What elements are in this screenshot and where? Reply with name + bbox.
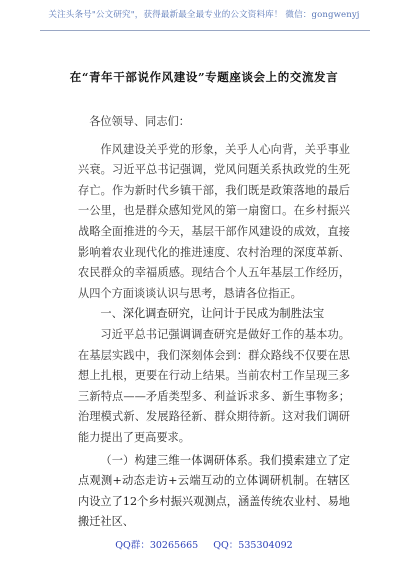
document-body: [78, 112, 350, 533]
section-heading: 一、深化调查研究，让问计于民成为制胜法宝: [100, 307, 325, 321]
header-divider: [40, 30, 370, 31]
document-title: 在“青年干部说作风建设”专题座谈会上的交流发言: [69, 70, 339, 84]
footer-qq-group: QQ群：30265665: [115, 540, 199, 551]
subsection-paragraph: （一）构建三维一体调研体系。我们摸索建立了定点观测+动态走访+云端互动的立体调研机制。在辖区内设立了12个乡村振兴观测点，涵盖传统农业村、易地搬迁社区、: [78, 453, 350, 529]
greeting: 各位领导、同志们：: [89, 115, 190, 128]
section-paragraph: 习近平总书记强调调查研究是做好工作的基本功。在基层实践中，我们深刻体会到：群众路线不仅要在思想上扎根，更要在行动上结果。当前农村工作呈现三多三新特点——矛盾类型多、利益诉求多、新生事物多；治理模式新、发展路径新、群众期待新。这对我们调研能力提出了更高要求。: [78, 327, 350, 444]
footer-qq: QQ：535304092: [213, 540, 293, 551]
header-banner: 关注头条号"公文研究"，获得最新最全最专业的公文资料库！ 微信：gongwenyj: [48, 10, 360, 20]
intro-paragraph: 作风建设关乎党的形象，关乎人心向背，关乎事业兴衰。习近平总书记强调，党风问题关系执政党的生死存亡。作为新时代乡镇干部，我们既是政策落地的最后一公里，也是群众感知党风的第一扇窗口。在乡村振兴战略全面推进的今天，基层干部作风建设的成效，直接影响着农业现代化的推进速度、农村治理的深度革新、农民群众的幸福质感。现结合个人五年基层工作经历，从四个方面谈谈认识与思考，恳请各位指正。: [78, 142, 350, 300]
footer: [0, 537, 408, 551]
